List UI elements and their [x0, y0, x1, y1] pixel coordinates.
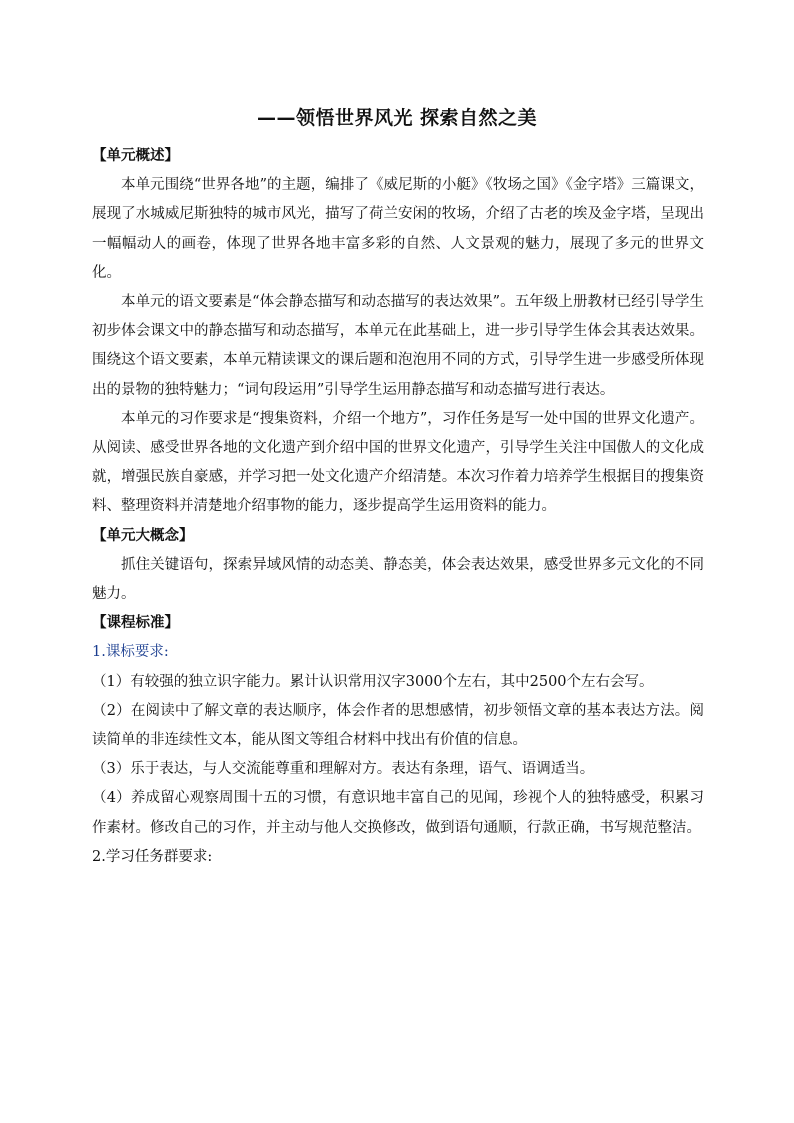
standards-item-3: （3）乐于表达，与人交流能尊重和理解对方。表达有条理，语气、语调适当。	[92, 761, 595, 778]
standards-subheading-2	[92, 843, 704, 872]
section-heading-standards: 【课程标准】	[92, 615, 179, 632]
standards-item-4: （4）养成留心观察周围十五的习惯，有意识地丰富自己的见闻，珍视个人的独特感受，积累习作素材。修改自己的习作，并主动与他人交换修改，做到语句通顺，行款正确，书写规范整洁。	[92, 790, 704, 836]
standards-subheading-1	[92, 638, 704, 667]
subheading-label: 学习任务群要求:	[105, 848, 213, 865]
overview-paragraph-3: 本单元的习作要求是“搜集资料，介绍一个地方”，习作任务是写一处中国的世界文化遗产。从阅读、感受世界各地的文化遗产到介绍中国的世界文化遗产，引导学生关注中国傲人的文化成就，增强民族自豪感，并学习把一处文化遗产介绍清楚。本次习作着力培养学生根据目的搜集资料、整理资料并清楚地介绍事物的能力，逐步提高学生运用资料的能力。	[92, 410, 704, 515]
document-body	[92, 142, 704, 872]
standards-item-2: （2）在阅读中了解文章的表达顺序，体会作者的思想感情，初步领悟文章的基本表达方法。阅读简单的非连续性文本，能从图文等组合材料中找出有价值的信息。	[92, 702, 704, 749]
big-concept-paragraph: 抓住关键语句，探索异域风情的动态美、静态美，体会表达效果，感受世界多元文化的不同魅力。	[92, 556, 704, 603]
subheading-number: 1.	[92, 644, 106, 661]
standards-item-1: （1）有较强的独立识字能力。累计认识常用汉字3000个左右，其中2500个左右会写。	[92, 673, 654, 690]
section-heading-overview: 【单元概述】	[92, 148, 179, 164]
subheading-label: 课标要求:	[105, 644, 169, 661]
document-title: ——领悟世界风光 探索自然之美	[256, 107, 538, 129]
overview-paragraph-1: 本单元围绕“世界各地”的主题，编排了《威尼斯的小艇》《牧场之国》《金字塔》三篇课文，展现了水城威尼斯独特的城市风光，描写了荷兰安闲的牧场，介绍了古老的埃及金字塔，呈现出一幅幅动人的画卷，体现了世界各地丰富多彩的自然、人文景观的魅力，展现了多元的世界文化。	[92, 177, 704, 281]
subheading-number: 2.	[92, 848, 106, 865]
overview-paragraph-2: 本单元的语文要素是“体会静态描写和动态描写的表达效果”。五年级上册教材已经引导学生初步体会课文中的静态描写和动态描写，本单元在此基础上，进一步引导学生体会其表达效果。围绕这个语文要素，本单元精读课文的课后题和泡泡用不同的方式，引导学生进一步感受所体现出的景物的独特魅力；“词句段运用”引导学生运用静态描写和动态描写进行表达。	[92, 294, 704, 398]
section-heading-big-concept: 【单元大概念】	[92, 527, 194, 544]
